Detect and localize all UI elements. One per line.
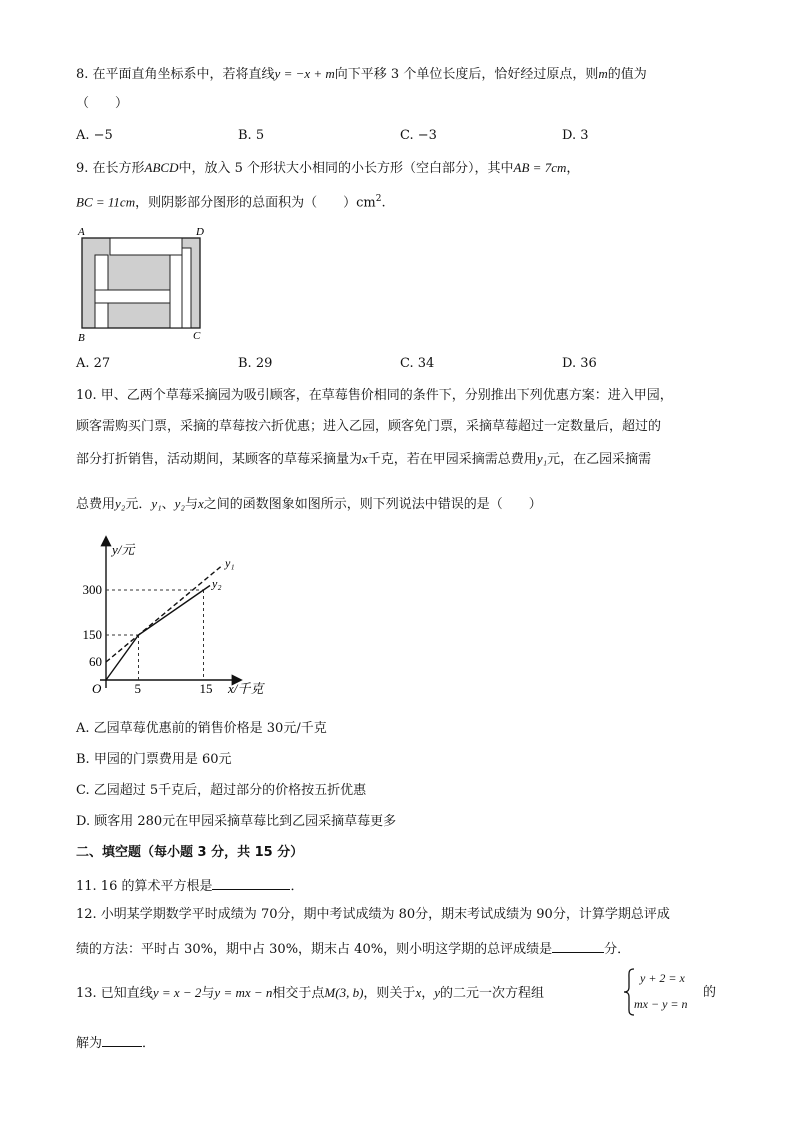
q12-tail: 分． xyxy=(604,942,631,957)
origin-label: O xyxy=(92,681,102,696)
q8-option-a[interactable]: A. −5 xyxy=(76,128,113,143)
q13-var-y: y xyxy=(434,985,441,1000)
q13-line2-formula: y = mx − n xyxy=(214,985,273,1000)
q10-text-4a: 总费用 xyxy=(76,497,116,512)
q9-option-a[interactable]: A. 27 xyxy=(76,356,111,371)
q13-text-a: 13. 已知直线 xyxy=(76,986,153,1001)
q9-bc: BC = 11cm xyxy=(76,194,136,210)
series-y1-line xyxy=(106,565,223,662)
q11 xyxy=(76,877,304,893)
q10-text-4c: 与 xyxy=(184,497,198,512)
q9-stem-line2 xyxy=(76,195,386,209)
q13-answer-blank[interactable] xyxy=(102,1034,142,1047)
q10-text-3a: 部分打折销售，活动期间，某顾客的草莓采摘量为 xyxy=(76,452,363,467)
q12-line2 xyxy=(76,940,630,956)
q11-answer-blank[interactable] xyxy=(212,877,290,890)
q9-option-d[interactable]: D. 36 xyxy=(562,356,597,371)
q10-y2: y₂ xyxy=(115,496,126,511)
y-tick-label: 300 xyxy=(82,582,102,597)
q13-line1-formula: y = x − 2 xyxy=(152,985,202,1000)
q8-text-b: 向下平移 3 个单位长度后，恰好经过原点，则 xyxy=(334,67,599,82)
q10-var-x: x xyxy=(362,451,368,466)
q13-text-b: 与 xyxy=(201,986,215,1001)
q10-option-b[interactable]: B. 甲园的门票费用是 60元 xyxy=(76,752,232,767)
q9-label-c: C xyxy=(193,330,201,342)
q9-text-c: ，则阴影部分图形的总面积为（ ） xyxy=(135,195,357,211)
q9-rectangle-figure xyxy=(74,224,214,346)
q10-text-3b: 千克，若在甲园采摘需总费用 xyxy=(367,452,537,467)
series-y2-line xyxy=(106,586,210,681)
q10-line1: 10. 甲、乙两个草莓采摘园为吸引顾客，在草莓售价相同的条件下，分别推出下列优惠方案：进入甲园， xyxy=(76,388,673,403)
series-y2-label: y₂ xyxy=(212,576,222,591)
series-y1-label: y₁ xyxy=(225,555,235,570)
y-tick-label: 150 xyxy=(82,627,102,642)
q10-option-a[interactable]: A. 乙园草莓优惠前的销售价格是 30元/千克 xyxy=(76,721,327,736)
q12-line1: 12. 小明某学期数学平时成绩为 70分，期中考试成绩为 80分，期末考试成绩为 90分，计算学期总评成 xyxy=(76,907,670,922)
x-axis-label: x/千克 xyxy=(228,681,264,696)
q8-var-m: m xyxy=(598,66,608,81)
q11-tail: ． xyxy=(290,879,304,894)
q9-unit-sup: 2 xyxy=(375,194,382,204)
q10-text-3c: 元，在乙园采摘需 xyxy=(547,452,652,467)
q9-label-a: A xyxy=(78,226,85,238)
q9-text-a: 9. 在长方形 xyxy=(76,161,145,176)
q8-text-c: 的值为 xyxy=(607,67,647,82)
y-tick-label: 60 xyxy=(89,654,102,669)
q13-equation-2: mx − y = n xyxy=(634,997,688,1011)
q10-option-c[interactable]: C. 乙园超过 5千克后，超过部分的价格按五折优惠 xyxy=(76,783,367,798)
q13-text-e: ， xyxy=(421,986,435,1001)
q13-tail: ． xyxy=(142,1036,156,1051)
q9-label-b: B xyxy=(78,332,85,344)
q9-comma: ， xyxy=(566,161,580,176)
q10-line2: 顾客需购买门票，采摘的草莓按六折优惠；进入乙园，顾客免门票，采摘草莓超过一定数量后，超过的 xyxy=(76,419,662,434)
section-title: 二、填空题（每小题 3 分，共 15 分） xyxy=(76,845,304,860)
q13-text-g: 的 xyxy=(703,985,717,1000)
q13-answer-label: 解为 xyxy=(76,1036,103,1051)
q9-label-d: D xyxy=(196,226,204,238)
q9-small-rect xyxy=(110,238,182,255)
q13-text-d: ，则关于 xyxy=(363,986,416,1001)
q9-small-rect xyxy=(95,290,181,303)
x-tick-label: 5 xyxy=(134,681,141,696)
q9-stem-line1 xyxy=(76,161,579,175)
q13-line2 xyxy=(76,1034,155,1050)
x-tick-label: 15 xyxy=(199,681,213,696)
q10-option-d[interactable]: D. 顾客用 280元在甲园采摘草莓比到乙园采摘草莓更多 xyxy=(76,814,397,829)
q8-option-b[interactable]: B. 5 xyxy=(238,128,265,143)
q9-rect-name: ABCD xyxy=(144,160,179,175)
q8-text-a: 8. 在平面直角坐标系中，若将直线 xyxy=(76,67,275,82)
q13-var-x: x xyxy=(415,985,422,1000)
q9-unit: cm xyxy=(356,195,376,211)
y-axis-label: y/元 xyxy=(112,542,135,557)
q13-text-f: 的二元一次方程组 xyxy=(440,986,545,1001)
q13-point: M(3, b) xyxy=(324,985,364,1000)
q8-formula: y = −x + m xyxy=(274,66,335,81)
q9-option-c[interactable]: C. 34 xyxy=(400,356,435,371)
q10-text-4b: 元． xyxy=(125,497,152,512)
q8-stem xyxy=(76,67,647,81)
q10-sep: 、 xyxy=(161,497,175,512)
q10-y2b: y₂ xyxy=(174,496,185,511)
q8-paren: （ ） xyxy=(76,96,129,111)
q12-answer-blank[interactable] xyxy=(552,940,604,953)
q9-small-rect xyxy=(182,248,191,328)
q9-ab: AB = 7cm xyxy=(513,160,567,175)
q10-y1b: y₁ xyxy=(151,496,162,511)
q13-text-c: 相交于点 xyxy=(272,986,325,1001)
q9-small-rect xyxy=(170,255,182,328)
q9-period: . xyxy=(381,195,386,211)
q10-text-4d: 之间的函数图象如图所示，则下列说法中错误的是（ ） xyxy=(203,497,542,512)
q12-text: 绩的方法：平时占 30%，期中占 30%，期末占 40%，则小明这学期的总评成绩是 xyxy=(76,942,553,957)
q10-line3 xyxy=(76,452,651,466)
q10-line4 xyxy=(76,497,542,511)
q13-equation-1: y + 2 = x xyxy=(640,971,685,985)
q11-text: 11. 16 的算术平方根是 xyxy=(76,879,213,894)
q9-text-b: 中，放入 5 个形状大小相同的小长方形（空白部分），其中 xyxy=(178,161,514,176)
q10-function-graph xyxy=(80,530,280,702)
q13-line1 xyxy=(76,986,544,1000)
q8-option-d[interactable]: D. 3 xyxy=(562,128,589,143)
q10-y1: y₁ xyxy=(536,451,548,466)
q8-option-c[interactable]: C. −3 xyxy=(400,128,437,143)
q10-var-x2: x xyxy=(197,496,204,511)
q9-option-b[interactable]: B. 29 xyxy=(238,356,273,371)
